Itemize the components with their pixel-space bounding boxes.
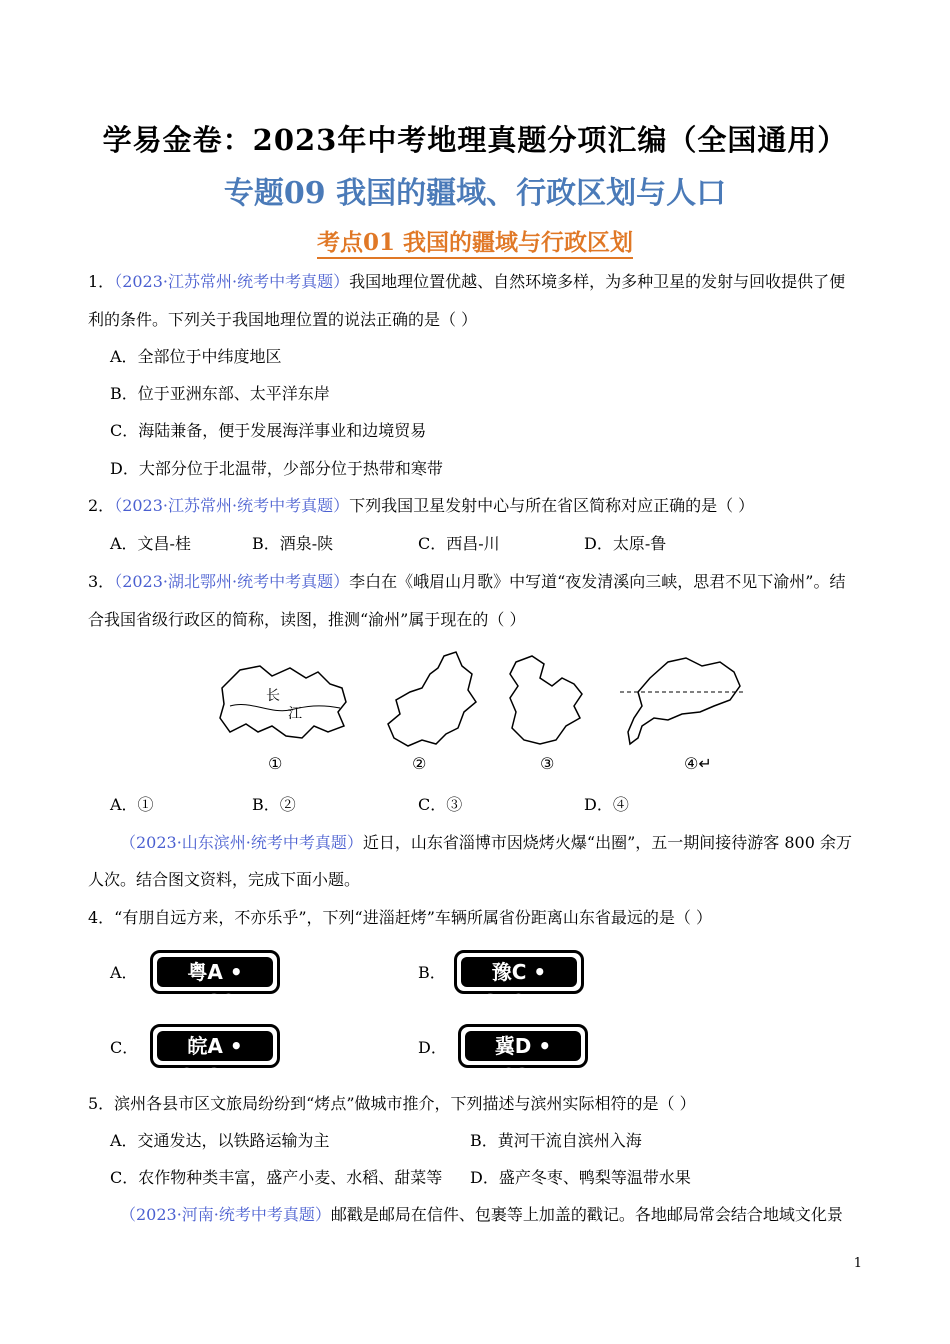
- q5-stem: 5．滨州各县市区文旅局纷纷到“烤点”做城市推介，下列描述与滨州实际相符的是（ ）: [88, 1094, 696, 1113]
- map-label-2: ②: [412, 754, 427, 773]
- plate-d-text: 冀D • 12345: [465, 1031, 581, 1061]
- plate-c-text: 皖A • 21345: [157, 1031, 273, 1061]
- province-map-1: [220, 666, 346, 738]
- group1-intro-line1: [120, 832, 852, 854]
- q3-stem-line2: 合我国省级行政区的简称，读图，推测“渝州”属于现在的（ ）: [88, 610, 526, 629]
- q3-option-d: D．④: [584, 795, 629, 814]
- map-label-3: ③: [540, 754, 555, 773]
- q3-option-b: B．②: [252, 795, 296, 814]
- plate-c: [150, 1024, 280, 1088]
- q1-option-d: D．大部分位于北温带，少部分位于热带和寒带: [110, 459, 443, 478]
- q4-option-b-label: B．: [418, 963, 446, 982]
- q2-stem-text: 下列我国卫星发射中心与所在省区简称对应正确的是（ ）: [349, 496, 755, 515]
- group2-text1: 邮戳是邮局在信件、包裹等上加盖的戳记。各地邮局常会结合地域文化景: [330, 1205, 843, 1224]
- q3-option-a: A．①: [110, 795, 154, 814]
- q1-option-c: C．海陆兼备，便于发展海洋事业和边境贸易: [110, 421, 427, 440]
- q5-option-a: A．交通发达，以铁路运输为主: [110, 1131, 330, 1150]
- q2-option-c: C．西昌-川: [418, 534, 500, 553]
- q2-stem: [88, 495, 754, 517]
- group1-source: （2023·山东滨州·统考中考真题）: [120, 833, 363, 852]
- q5-option-d: D．盛产冬枣、鸭梨等温带水果: [470, 1168, 691, 1187]
- plate-b: [454, 950, 584, 1014]
- q5-option-b: B．黄河干流自滨州入海: [470, 1131, 642, 1150]
- yangtze-river-line: [230, 704, 340, 710]
- main-title: 学易金卷：2023年中考地理真题分项汇编（全国通用）: [102, 123, 848, 157]
- plate-a: [150, 950, 280, 1014]
- group1-text1: 近日，山东省淄博市因烧烤火爆“出圈”，五一期间接待游客 800 余万: [362, 833, 852, 852]
- group2-intro-line1: [120, 1204, 843, 1226]
- q1-option-a: A．全部位于中纬度地区: [110, 347, 282, 366]
- q1-stem-line1: [88, 271, 845, 293]
- topic-title: 专题09 我国的疆域、行政区划与人口: [223, 176, 727, 211]
- point-title-text: 考点01 我国的疆域与行政区划: [317, 229, 633, 259]
- q4-option-a-label: A．: [110, 963, 138, 982]
- q2-option-d: D．太原-鲁: [584, 534, 667, 553]
- q1-source: （2023·江苏常州·统考中考真题）: [114, 272, 350, 291]
- group1-intro-line2: 人次。结合图文资料，完成下面小题。: [88, 870, 361, 889]
- point-title: [0, 224, 950, 257]
- q2-option-a: A．文昌-桂: [110, 534, 191, 553]
- q3-stem-line1: [88, 571, 845, 593]
- q2-source: （2023·江苏常州·统考中考真题）: [114, 496, 350, 515]
- q4-stem: 4．“有朋自远方来，不亦乐乎”，下列“进淄赶烤”车辆所属省份距离山东省最远的是（ ）: [88, 908, 712, 927]
- plate-a-text: 粤A • 54321: [157, 957, 273, 987]
- q1-stem-line2: 利的条件。下列关于我国地理位置的说法正确的是（ ）: [88, 310, 478, 329]
- q4-option-c-label: C．: [110, 1038, 139, 1057]
- q5-option-c: C．农作物种类丰富，盛产小麦、水稻、甜菜等: [110, 1168, 443, 1187]
- map1-river-label-2: 江: [288, 706, 302, 722]
- q3-stem-text1: 李白在《峨眉山月歌》中写道“夜发清溪向三峡，思君不见下渝州”。结: [349, 572, 846, 591]
- map-label-4: ④↵: [684, 754, 712, 773]
- q3-source: （2023·湖北鄂州·统考中考真题）: [114, 572, 350, 591]
- q1-option-b: B．位于亚洲东部、太平洋东岸: [110, 384, 330, 403]
- q4-option-d-label: D．: [418, 1038, 447, 1057]
- q3-option-c: C．③: [418, 795, 463, 814]
- q2-number: 2．: [88, 496, 115, 515]
- q1-number: 1．: [88, 272, 115, 291]
- map-label-1: ①: [268, 754, 283, 773]
- group2-source: （2023·河南·统考中考真题）: [120, 1205, 331, 1224]
- province-maps-figure: [210, 648, 750, 778]
- plate-d: [458, 1024, 588, 1088]
- province-map-2: [388, 652, 476, 746]
- map1-river-label-1: 长: [266, 688, 280, 704]
- q3-number: 3．: [88, 572, 115, 591]
- q1-stem-text1: 我国地理位置优越、自然环境多样，为多种卫星的发射与回收提供了便: [349, 272, 846, 291]
- province-map-4: [628, 658, 740, 744]
- province-map-3: [510, 656, 582, 744]
- plate-b-text: 豫C • 31245: [461, 957, 577, 987]
- q2-option-b: B．酒泉-陕: [252, 534, 334, 553]
- page-number: 1: [853, 1256, 862, 1271]
